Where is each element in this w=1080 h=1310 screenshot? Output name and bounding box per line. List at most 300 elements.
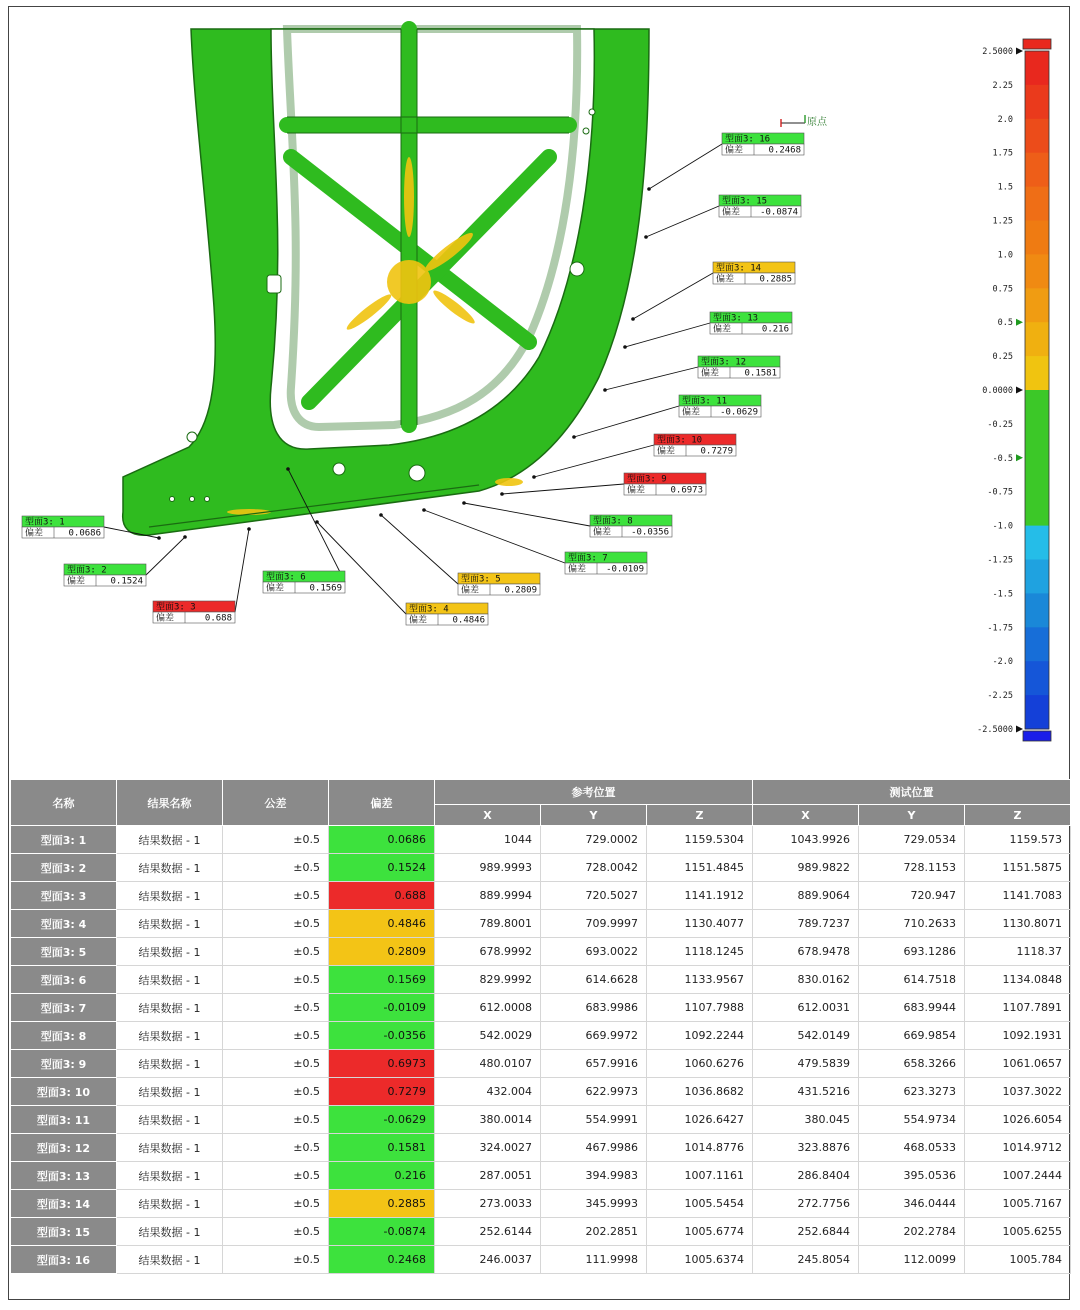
scale-color-band (1025, 593, 1049, 627)
scale-tick-label: 1.25 (992, 216, 1013, 227)
callout-name: 型面3: 15 (722, 196, 768, 207)
callout-value: 0.1569 (309, 583, 342, 594)
scale-marker-triangle-icon[interactable] (1016, 387, 1023, 394)
row-result-name-cell: 结果数据 - 1 (117, 1218, 223, 1246)
row-test-y-cell: 623.3273 (859, 1078, 965, 1106)
scale-tick-label: -1.5 (992, 589, 1013, 600)
callout-name: 型面3: 1 (25, 517, 65, 528)
row-deviation-cell: 0.7279 (329, 1078, 435, 1106)
row-ref-x-cell: 678.9992 (435, 938, 541, 966)
table-row[interactable] (11, 1106, 1071, 1134)
scale-overflow-low (1023, 731, 1051, 741)
row-ref-z-cell: 1026.6427 (647, 1106, 753, 1134)
deviation-callout[interactable] (565, 552, 647, 575)
callout-value: 0.1581 (744, 368, 777, 379)
row-ref-x-cell: 989.9993 (435, 854, 541, 882)
row-deviation-cell: 0.1569 (329, 966, 435, 994)
row-result-name-cell: 结果数据 - 1 (117, 966, 223, 994)
row-tolerance-cell: ±0.5 (223, 938, 329, 966)
row-test-x-cell: 272.7756 (753, 1190, 859, 1218)
row-ref-x-cell: 480.0107 (435, 1050, 541, 1078)
row-result-name-cell: 结果数据 - 1 (117, 826, 223, 854)
deviation-callout[interactable] (679, 395, 761, 418)
row-ref-z-cell: 1005.6374 (647, 1246, 753, 1274)
part-model (123, 29, 649, 535)
table-row[interactable] (11, 1246, 1071, 1274)
scale-tick-label: -2.0 (992, 657, 1013, 668)
row-ref-z-cell: 1036.8682 (647, 1078, 753, 1106)
row-test-x-cell: 542.0149 (753, 1022, 859, 1050)
callout-name: 型面3: 7 (568, 553, 608, 564)
row-deviation-cell: 0.6973 (329, 1050, 435, 1078)
scale-color-band (1025, 695, 1049, 729)
row-ref-y-cell: 202.2851 (541, 1218, 647, 1246)
row-name-cell: 型面3: 5 (11, 938, 117, 966)
row-ref-x-cell: 432.004 (435, 1078, 541, 1106)
row-name-cell: 型面3: 7 (11, 994, 117, 1022)
scale-color-band (1025, 661, 1049, 695)
row-ref-x-cell: 1044 (435, 826, 541, 854)
callout-value-label: 偏差 (266, 583, 285, 594)
callout-value: 0.1524 (110, 576, 143, 587)
row-test-x-cell: 431.5216 (753, 1078, 859, 1106)
scale-tick-label: 2.0 (997, 114, 1013, 125)
scale-tick-label: 0.0000 (982, 386, 1013, 396)
row-test-x-cell: 830.0162 (753, 966, 859, 994)
row-ref-y-cell: 622.9973 (541, 1078, 647, 1106)
callout-value-label: 偏差 (156, 613, 175, 624)
callout-value: -0.0109 (606, 564, 644, 575)
scale-marker-triangle-icon[interactable] (1016, 454, 1023, 461)
row-ref-y-cell: 467.9986 (541, 1134, 647, 1162)
table-row[interactable] (11, 910, 1071, 938)
row-name-cell: 型面3: 2 (11, 854, 117, 882)
callout-value-label: 偏差 (701, 368, 720, 379)
callout-leader-line (146, 537, 185, 575)
callout-name: 型面3: 5 (461, 574, 501, 585)
table-row[interactable] (11, 994, 1071, 1022)
deviation-callout[interactable] (710, 312, 792, 335)
callout-value-label: 偏差 (657, 446, 676, 457)
row-ref-x-cell: 324.0027 (435, 1134, 541, 1162)
row-result-name-cell: 结果数据 - 1 (117, 1078, 223, 1106)
row-ref-x-cell: 789.8001 (435, 910, 541, 938)
row-test-y-cell: 468.0533 (859, 1134, 965, 1162)
row-tolerance-cell: ±0.5 (223, 854, 329, 882)
header-test-position: 测试位置 (753, 780, 1071, 805)
row-result-name-cell: 结果数据 - 1 (117, 1050, 223, 1078)
table-row[interactable] (11, 1218, 1071, 1246)
row-tolerance-cell: ±0.5 (223, 826, 329, 854)
origin-label: 原点 (807, 117, 827, 128)
callout-leader-arrowhead (500, 492, 504, 496)
row-test-z-cell: 1130.8071 (965, 910, 1071, 938)
table-row[interactable] (11, 1022, 1071, 1050)
header-name[interactable]: 名称 (11, 780, 117, 826)
callout-name: 型面3: 6 (266, 572, 306, 583)
scale-tick-label: 0.75 (992, 284, 1013, 295)
row-tolerance-cell: ±0.5 (223, 1106, 329, 1134)
row-test-x-cell: 479.5839 (753, 1050, 859, 1078)
table-row[interactable] (11, 1162, 1071, 1190)
scale-tick-label: 0.25 (992, 352, 1013, 363)
row-ref-z-cell: 1007.1161 (647, 1162, 753, 1190)
callout-leader-arrowhead (247, 527, 251, 531)
table-row[interactable] (11, 882, 1071, 910)
callout-name: 型面3: 14 (716, 263, 762, 274)
row-test-y-cell: 112.0099 (859, 1246, 965, 1274)
table-row[interactable] (11, 966, 1071, 994)
callout-name: 型面3: 13 (713, 313, 759, 324)
row-name-cell: 型面3: 8 (11, 1022, 117, 1050)
table-header-row (11, 780, 1071, 805)
row-test-z-cell: 1134.0848 (965, 966, 1071, 994)
row-test-x-cell: 678.9478 (753, 938, 859, 966)
callout-leader-arrowhead (631, 317, 635, 321)
row-result-name-cell: 结果数据 - 1 (117, 882, 223, 910)
callout-leader-arrowhead (644, 235, 648, 239)
row-ref-x-cell: 829.9992 (435, 966, 541, 994)
row-test-z-cell: 1151.5875 (965, 854, 1071, 882)
row-name-cell: 型面3: 15 (11, 1218, 117, 1246)
row-ref-y-cell: 729.0002 (541, 826, 647, 854)
row-name-cell: 型面3: 10 (11, 1078, 117, 1106)
header-ref-z[interactable]: Z (647, 805, 753, 826)
callout-name: 型面3: 10 (657, 435, 703, 446)
callout-value: -0.0874 (760, 207, 798, 218)
row-tolerance-cell: ±0.5 (223, 1190, 329, 1218)
scale-marker-triangle-icon[interactable] (1016, 48, 1023, 55)
row-result-name-cell: 结果数据 - 1 (117, 1134, 223, 1162)
row-test-z-cell: 1141.7083 (965, 882, 1071, 910)
table-row[interactable] (11, 826, 1071, 854)
table-row[interactable] (11, 1078, 1071, 1106)
row-ref-z-cell: 1092.2244 (647, 1022, 753, 1050)
deviation-callout[interactable] (22, 516, 104, 539)
row-test-y-cell: 346.0444 (859, 1190, 965, 1218)
callout-leader-arrowhead (532, 475, 536, 479)
row-deviation-cell: 0.2885 (329, 1190, 435, 1218)
callout-leader-arrowhead (183, 535, 187, 539)
table-row[interactable] (11, 854, 1071, 882)
deviation-callout[interactable] (624, 473, 706, 496)
scale-color-band (1025, 119, 1049, 153)
row-test-x-cell: 323.8876 (753, 1134, 859, 1162)
row-result-name-cell: 结果数据 - 1 (117, 1022, 223, 1050)
row-ref-y-cell: 554.9991 (541, 1106, 647, 1134)
row-deviation-cell: 0.4846 (329, 910, 435, 938)
scale-marker-triangle-icon[interactable] (1016, 726, 1023, 733)
row-deviation-cell: 0.1524 (329, 854, 435, 882)
row-test-z-cell: 1014.9712 (965, 1134, 1071, 1162)
callout-value: -0.0356 (631, 527, 669, 538)
callout-leader-arrowhead (572, 435, 576, 439)
callout-leader-line (317, 522, 406, 614)
header-ref-x[interactable]: X (435, 805, 541, 826)
row-tolerance-cell: ±0.5 (223, 1218, 329, 1246)
row-test-y-cell: 614.7518 (859, 966, 965, 994)
row-name-cell: 型面3: 6 (11, 966, 117, 994)
row-ref-y-cell: 657.9916 (541, 1050, 647, 1078)
row-deviation-cell: 0.1581 (329, 1134, 435, 1162)
callout-value: 0.6973 (670, 485, 703, 496)
row-deviation-cell: -0.0356 (329, 1022, 435, 1050)
header-test-y[interactable]: Y (859, 805, 965, 826)
callout-value-label: 偏差 (461, 585, 480, 596)
row-ref-z-cell: 1014.8776 (647, 1134, 753, 1162)
row-test-y-cell: 693.1286 (859, 938, 965, 966)
callout-name: 型面3: 9 (627, 474, 667, 485)
row-test-z-cell: 1092.1931 (965, 1022, 1071, 1050)
scale-tick-label: -1.25 (987, 555, 1013, 566)
row-ref-x-cell: 287.0051 (435, 1162, 541, 1190)
row-test-x-cell: 989.9822 (753, 854, 859, 882)
row-test-y-cell: 710.2633 (859, 910, 965, 938)
row-name-cell: 型面3: 3 (11, 882, 117, 910)
scale-color-band (1025, 85, 1049, 119)
scale-color-band (1025, 51, 1049, 85)
row-test-x-cell: 245.8054 (753, 1246, 859, 1274)
callout-leader-arrowhead (462, 501, 466, 505)
callout-leader-line (381, 515, 458, 584)
row-ref-z-cell: 1151.4845 (647, 854, 753, 882)
header-test-x[interactable]: X (753, 805, 859, 826)
callout-name: 型面3: 12 (701, 357, 747, 368)
callout-value: 0.2885 (759, 274, 792, 285)
row-name-cell: 型面3: 9 (11, 1050, 117, 1078)
row-tolerance-cell: ±0.5 (223, 1078, 329, 1106)
row-test-x-cell: 380.045 (753, 1106, 859, 1134)
row-test-y-cell: 202.2784 (859, 1218, 965, 1246)
row-test-x-cell: 286.8404 (753, 1162, 859, 1190)
row-result-name-cell: 结果数据 - 1 (117, 1106, 223, 1134)
row-test-y-cell: 554.9734 (859, 1106, 965, 1134)
deviation-callout[interactable] (722, 133, 804, 156)
row-ref-x-cell: 246.0037 (435, 1246, 541, 1274)
scale-tick-label: -2.25 (987, 691, 1013, 702)
scale-tick-label: -0.25 (987, 419, 1013, 430)
callout-value: 0.4846 (452, 615, 485, 626)
deviation-callout[interactable] (713, 262, 795, 285)
scale-color-band (1025, 424, 1049, 458)
callout-value-label: 偏差 (725, 145, 744, 156)
row-deviation-cell: 0.2809 (329, 938, 435, 966)
row-test-x-cell: 789.7237 (753, 910, 859, 938)
header-ref-y[interactable]: Y (541, 805, 647, 826)
deviation-callout[interactable] (458, 573, 540, 596)
callout-value-label: 偏差 (716, 274, 735, 285)
row-test-x-cell: 612.0031 (753, 994, 859, 1022)
header-reference-position: 参考位置 (435, 780, 753, 805)
table-body (11, 826, 1071, 1274)
callout-name: 型面3: 8 (593, 516, 633, 527)
callout-leader-arrowhead (603, 388, 607, 392)
callout-leader-line (625, 323, 710, 347)
row-ref-y-cell: 111.9998 (541, 1246, 647, 1274)
callout-leader-arrowhead (157, 536, 161, 540)
callout-value-label: 偏差 (713, 324, 732, 335)
row-test-z-cell: 1005.7167 (965, 1190, 1071, 1218)
row-test-z-cell: 1037.3022 (965, 1078, 1071, 1106)
deviation-callout[interactable] (64, 564, 146, 587)
callout-value: 0.2468 (768, 145, 801, 156)
table-row[interactable] (11, 1134, 1071, 1162)
row-tolerance-cell: ±0.5 (223, 966, 329, 994)
scale-color-band (1025, 221, 1049, 255)
3d-deviation-viewport[interactable] (9, 7, 1069, 777)
row-test-y-cell: 683.9944 (859, 994, 965, 1022)
row-ref-z-cell: 1118.1245 (647, 938, 753, 966)
header-result-name[interactable]: 结果名称 (117, 780, 223, 826)
row-deviation-cell: 0.688 (329, 882, 435, 910)
row-deviation-cell: 0.216 (329, 1162, 435, 1190)
header-deviation[interactable]: 偏差 (329, 780, 435, 826)
row-tolerance-cell: ±0.5 (223, 1162, 329, 1190)
row-tolerance-cell: ±0.5 (223, 994, 329, 1022)
row-test-x-cell: 1043.9926 (753, 826, 859, 854)
row-deviation-cell: -0.0109 (329, 994, 435, 1022)
callout-name: 型面3: 11 (682, 396, 728, 407)
row-test-z-cell: 1005.6255 (965, 1218, 1071, 1246)
deviation-callout[interactable] (590, 515, 672, 538)
table-row[interactable] (11, 1190, 1071, 1218)
scale-tick-label: -2.5000 (977, 725, 1013, 735)
deviation-callout[interactable] (153, 601, 235, 624)
row-tolerance-cell: ±0.5 (223, 1246, 329, 1274)
scale-color-band (1025, 153, 1049, 187)
scale-marker-triangle-icon[interactable] (1016, 319, 1023, 326)
row-ref-x-cell: 542.0029 (435, 1022, 541, 1050)
row-ref-y-cell: 693.0022 (541, 938, 647, 966)
callout-name: 型面3: 2 (67, 565, 107, 576)
callout-leader-line (534, 445, 654, 477)
row-ref-z-cell: 1159.5304 (647, 826, 753, 854)
callout-name: 型面3: 4 (409, 604, 449, 615)
row-ref-x-cell: 889.9994 (435, 882, 541, 910)
color-scale-bar (977, 39, 1051, 741)
row-test-z-cell: 1026.6054 (965, 1106, 1071, 1134)
row-ref-y-cell: 394.9983 (541, 1162, 647, 1190)
row-deviation-cell: 0.0686 (329, 826, 435, 854)
scale-color-band (1025, 288, 1049, 322)
callout-leader-arrowhead (422, 508, 426, 512)
deviation-callout[interactable] (654, 434, 736, 457)
row-test-z-cell: 1118.37 (965, 938, 1071, 966)
row-name-cell: 型面3: 1 (11, 826, 117, 854)
scale-tick-label: 2.25 (992, 80, 1013, 91)
deviation-callout[interactable] (698, 356, 780, 379)
callout-leader-arrowhead (623, 345, 627, 349)
row-result-name-cell: 结果数据 - 1 (117, 1246, 223, 1274)
table-row[interactable] (11, 1050, 1071, 1078)
row-ref-x-cell: 380.0014 (435, 1106, 541, 1134)
scale-tick-label: 2.5000 (982, 47, 1013, 57)
header-tolerance[interactable]: 公差 (223, 780, 329, 826)
row-result-name-cell: 结果数据 - 1 (117, 938, 223, 966)
row-name-cell: 型面3: 16 (11, 1246, 117, 1274)
scale-tick-label: -0.5 (992, 453, 1013, 464)
row-test-z-cell: 1005.784 (965, 1246, 1071, 1274)
row-test-x-cell: 889.9064 (753, 882, 859, 910)
table-row[interactable] (11, 938, 1071, 966)
row-test-z-cell: 1007.2444 (965, 1162, 1071, 1190)
row-tolerance-cell: ±0.5 (223, 1050, 329, 1078)
row-name-cell: 型面3: 14 (11, 1190, 117, 1218)
callout-leader-line (502, 484, 624, 494)
row-name-cell: 型面3: 12 (11, 1134, 117, 1162)
row-deviation-cell: -0.0629 (329, 1106, 435, 1134)
row-test-y-cell: 395.0536 (859, 1162, 965, 1190)
row-deviation-cell: 0.2468 (329, 1246, 435, 1274)
row-test-z-cell: 1107.7891 (965, 994, 1071, 1022)
results-table-container (10, 779, 1070, 1274)
row-ref-y-cell: 720.5027 (541, 882, 647, 910)
row-test-y-cell: 728.1153 (859, 854, 965, 882)
scale-color-band (1025, 322, 1049, 356)
row-ref-z-cell: 1107.7988 (647, 994, 753, 1022)
callout-leader-line (605, 367, 698, 390)
callout-value-label: 偏差 (593, 527, 612, 538)
row-name-cell: 型面3: 13 (11, 1162, 117, 1190)
scale-tick-label: 0.5 (997, 318, 1013, 329)
callout-leader-line (235, 529, 249, 612)
row-test-x-cell: 252.6844 (753, 1218, 859, 1246)
callout-leader-line (649, 144, 722, 189)
row-result-name-cell: 结果数据 - 1 (117, 994, 223, 1022)
callout-value-label: 偏差 (627, 485, 646, 496)
deviation-callout[interactable] (719, 195, 801, 218)
row-test-y-cell: 720.947 (859, 882, 965, 910)
row-ref-y-cell: 669.9972 (541, 1022, 647, 1050)
callout-value: -0.0629 (720, 407, 758, 418)
callout-value-label: 偏差 (682, 407, 701, 418)
row-ref-z-cell: 1130.4077 (647, 910, 753, 938)
row-ref-z-cell: 1005.6774 (647, 1218, 753, 1246)
origin-marker (781, 115, 828, 128)
callout-value-label: 偏差 (25, 528, 44, 539)
row-ref-x-cell: 252.6144 (435, 1218, 541, 1246)
scale-tick-label: 1.0 (997, 250, 1013, 261)
scale-tick-label: -1.0 (992, 521, 1013, 532)
row-ref-z-cell: 1141.1912 (647, 882, 753, 910)
row-tolerance-cell: ±0.5 (223, 882, 329, 910)
row-result-name-cell: 结果数据 - 1 (117, 910, 223, 938)
header-test-z[interactable]: Z (965, 805, 1071, 826)
callout-name: 型面3: 3 (156, 602, 196, 613)
row-tolerance-cell: ±0.5 (223, 1134, 329, 1162)
scale-overflow-high (1023, 39, 1051, 49)
callout-value: 0.7279 (700, 446, 733, 457)
row-test-z-cell: 1159.573 (965, 826, 1071, 854)
results-table (10, 779, 1071, 1274)
scale-color-band (1025, 254, 1049, 288)
deviation-callout[interactable] (263, 571, 345, 594)
callout-leader-line (574, 406, 679, 437)
row-test-y-cell: 658.3266 (859, 1050, 965, 1078)
row-ref-y-cell: 728.0042 (541, 854, 647, 882)
callout-value-label: 偏差 (409, 615, 428, 626)
row-test-y-cell: 729.0534 (859, 826, 965, 854)
deviation-callout[interactable] (406, 603, 488, 626)
row-tolerance-cell: ±0.5 (223, 910, 329, 938)
scale-color-band (1025, 390, 1049, 424)
callout-value-label: 偏差 (67, 576, 86, 587)
row-ref-x-cell: 612.0008 (435, 994, 541, 1022)
row-ref-y-cell: 345.9993 (541, 1190, 647, 1218)
scale-tick-label: 1.75 (992, 148, 1013, 159)
row-ref-z-cell: 1060.6276 (647, 1050, 753, 1078)
row-test-y-cell: 669.9854 (859, 1022, 965, 1050)
